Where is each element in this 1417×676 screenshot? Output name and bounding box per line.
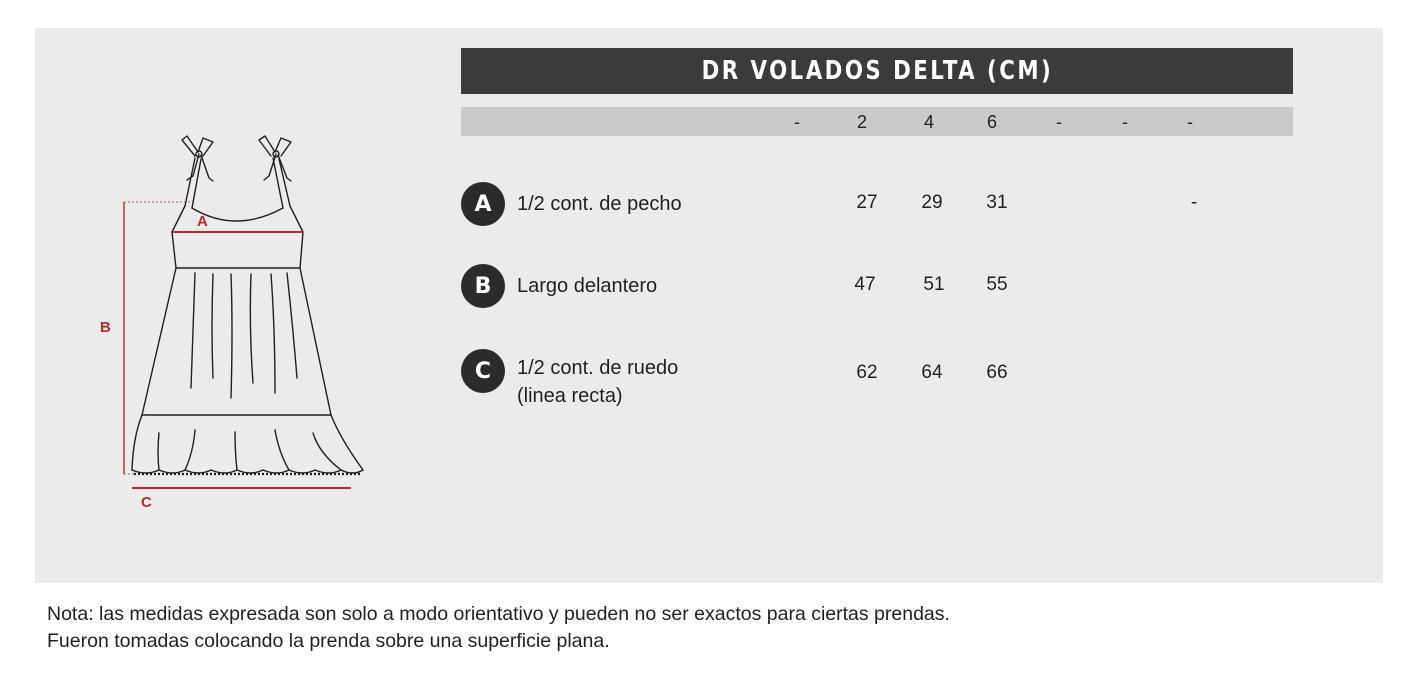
measure-badge: C: [461, 349, 505, 393]
measure-value: 51: [923, 274, 945, 295]
size-header-cell: 6: [986, 112, 997, 132]
measure-label-c: C: [141, 494, 152, 511]
measure-badge: A: [461, 182, 505, 226]
measure-value: 27: [856, 192, 878, 213]
measure-row: [461, 180, 1293, 240]
note-line: Fueron tomadas colocando la prenda sobre una superficie plana.: [47, 630, 610, 652]
dress-diagram: [35, 28, 435, 583]
measure-row: [461, 346, 1293, 406]
disclaimer-note: [47, 601, 950, 655]
measure-label-secondary: (linea recta): [517, 385, 623, 407]
measure-value: 29: [921, 192, 943, 213]
measure-row: [461, 262, 1293, 322]
size-header-cell: -: [1056, 112, 1062, 132]
measure-label-a: A: [197, 213, 208, 230]
measure-value: 62: [856, 362, 878, 383]
size-header-cell: -: [794, 112, 800, 132]
right-bow-icon: [259, 136, 291, 181]
measure-value: 66: [986, 362, 1008, 383]
measure-label: 1/2 cont. de ruedo: [517, 357, 679, 379]
chart-title-text: DR VOLADOS DELTA (CM): [701, 56, 1053, 86]
size-header-cell: 2: [856, 112, 867, 132]
measure-label: 1/2 cont. de pecho: [517, 193, 682, 215]
size-header-cell: -: [1122, 112, 1128, 132]
measure-value: 47: [854, 274, 876, 295]
size-header-cell: 4: [923, 112, 934, 132]
measure-value: 64: [921, 362, 943, 383]
measure-badge: B: [461, 264, 505, 308]
measure-value: 55: [986, 274, 1008, 295]
measure-value: -: [1190, 192, 1198, 213]
size-header-bar: [461, 107, 1293, 136]
note-line: Nota: las medidas expresada son solo a modo orientativo y pueden no ser exactos para ciertas prendas.: [47, 603, 950, 625]
size-header-cell: -: [1187, 112, 1193, 132]
measure-label-b: B: [100, 319, 111, 336]
measure-value: 31: [986, 192, 1008, 213]
measure-label: Largo delantero: [517, 275, 658, 297]
chart-title: [461, 48, 1293, 94]
